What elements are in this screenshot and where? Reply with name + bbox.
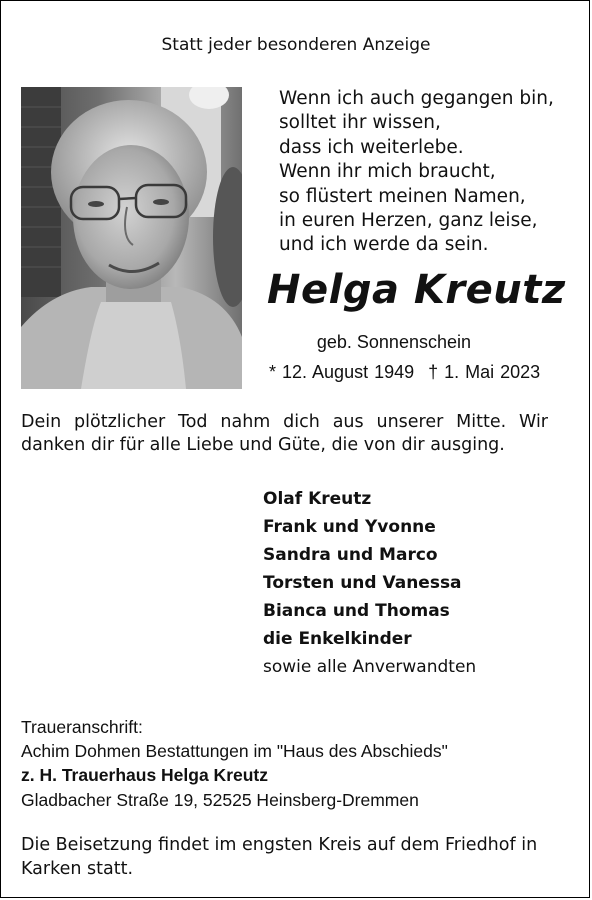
address-label: Traueranschrift: <box>21 717 143 737</box>
poem-line: dass ich weiterlebe. <box>279 136 464 158</box>
family-member: Torsten und Vanessa <box>263 573 462 593</box>
deceased-name: Helga Kreutz <box>267 267 566 313</box>
maiden-name: geb. Sonnenschein <box>316 332 471 352</box>
address-line: Achim Dohmen Bestattungen im "Haus des Abschieds" <box>21 741 448 762</box>
family-member: Olaf Kreutz <box>263 489 372 509</box>
family-member: die Enkelkinder <box>263 629 412 649</box>
family-list <box>263 485 476 681</box>
intro-line: Dein plötzlicher Tod nahm dich aus unserer Mitte. Wir <box>21 412 548 432</box>
poem-line: in euren Herzen, ganz leise, <box>279 210 538 232</box>
poem-line: Wenn ihr mich braucht, <box>279 161 496 183</box>
address-line: Gladbacher Straße 19, 52525 Heinsberg-Dremmen <box>21 789 419 810</box>
poem-line: und ich werde da sein. <box>279 234 489 256</box>
family-member: Frank und Yvonne <box>263 517 436 537</box>
life-dates <box>269 362 540 383</box>
intro-text <box>21 411 548 456</box>
poem-line: so flüstert meinen Namen, <box>279 185 526 207</box>
family-member: Sandra und Marco <box>263 545 438 565</box>
family-others: sowie alle Anverwandten <box>263 657 477 677</box>
death-date: † 1. Mai 2023 <box>428 362 541 382</box>
mourning-address <box>21 715 448 812</box>
poem-line: solltet ihr wissen, <box>279 112 441 134</box>
poem <box>279 87 554 258</box>
burial-notice: Die Beisetzung findet im engsten Kreis auf dem Friedhof in Karken statt. <box>21 835 538 880</box>
header-notice: Statt jeder besonderen Anzeige <box>161 35 431 55</box>
birth-date: * 12. August 1949 <box>269 362 415 382</box>
poem-line: Wenn ich auch gegangen bin, <box>279 88 554 109</box>
address-line: z. H. Trauerhaus Helga Kreutz <box>21 765 269 786</box>
family-member: Bianca und Thomas <box>263 601 450 621</box>
intro-line: danken dir für alle Liebe und Güte, die von dir ausging. <box>21 434 505 455</box>
